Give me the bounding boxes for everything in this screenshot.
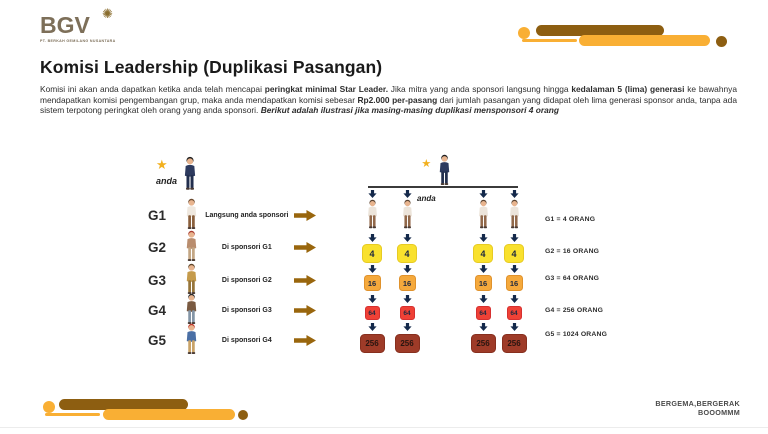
count-box-g4: 64 (365, 306, 380, 320)
count-box-g5: 256 (502, 334, 527, 353)
left-you-node (148, 156, 208, 196)
arrow-down-icon (479, 323, 488, 331)
tree-column-2 (395, 190, 419, 353)
brand-logo-subtext: PT. BERKAH GEMILANG NUSANTARA (40, 39, 116, 43)
count-box-g4: 64 (507, 306, 522, 320)
person-icon (507, 199, 522, 231)
arrow-down-icon (368, 190, 377, 198)
generation-desc: Di sponsori G2 (221, 276, 272, 284)
footer-slogan-line2: BOOOMMM (697, 408, 740, 417)
star-icon: ★ (156, 157, 168, 172)
count-box-g5: 256 (395, 334, 420, 353)
total-g1: G1 = 4 ORANG (545, 216, 596, 223)
brand-logo-text: BGV (40, 12, 90, 38)
generation-row-g2 (148, 229, 318, 265)
decoration-bar (579, 35, 710, 46)
count-box-g3: 16 (364, 275, 381, 291)
arrow-down-icon (510, 234, 519, 242)
starburst-icon: ✺ (102, 6, 113, 21)
count-box-g2: 4 (397, 244, 417, 263)
arrow-down-icon (479, 265, 488, 273)
you-label: anda (417, 194, 436, 203)
count-box-g2: 4 (362, 244, 382, 263)
arrow-down-icon (479, 190, 488, 198)
generation-row-g5 (148, 322, 318, 358)
page-title: Komisi Leadership (Duplikasi Pasangan) (40, 57, 383, 77)
generation-desc: Di sponsori G1 (221, 243, 272, 251)
person-icon (182, 156, 198, 193)
slide-bottom-edge (0, 427, 768, 428)
decoration-dot (716, 36, 727, 47)
arrow-down-icon (403, 295, 412, 303)
arrow-down-icon (403, 265, 412, 273)
tree-column-1 (360, 190, 384, 353)
count-box-g5: 256 (360, 334, 385, 353)
you-label: anda (156, 176, 178, 186)
person-icon (437, 154, 452, 188)
count-box-g3: 16 (399, 275, 416, 291)
generation-desc: Di sponsori G4 (221, 336, 272, 344)
person-icon (184, 323, 199, 357)
arrow-down-icon (368, 234, 377, 242)
count-box-g2: 4 (504, 244, 524, 263)
decoration-dot (238, 410, 248, 420)
arrow-down-icon (368, 295, 377, 303)
count-box-g3: 16 (506, 275, 523, 291)
arrow-down-icon (368, 323, 377, 331)
arrow-right-icon (294, 304, 316, 317)
generation-desc: Di sponsori G3 (221, 306, 272, 314)
decoration-dot (518, 27, 530, 39)
arrow-down-icon (479, 295, 488, 303)
arrow-down-icon (403, 234, 412, 242)
decoration-line (522, 39, 577, 42)
footer-slogan (655, 399, 740, 417)
generation-label: G5 (148, 332, 167, 348)
count-box-g2: 4 (473, 244, 493, 263)
person-icon (365, 199, 380, 231)
arrow-right-icon (294, 274, 316, 287)
total-g4: G4 = 256 ORANG (545, 307, 604, 314)
count-box-g4: 64 (400, 306, 415, 320)
person-icon (184, 230, 199, 264)
arrow-right-icon (294, 241, 316, 254)
generation-row-g1 (148, 197, 318, 233)
arrow-down-icon (510, 265, 519, 273)
arrow-right-icon (294, 334, 316, 347)
arrow-down-icon (510, 190, 519, 198)
arrow-down-icon (510, 323, 519, 331)
arrow-down-icon (368, 265, 377, 273)
decoration-bar (103, 409, 235, 420)
generation-desc: Langsung anda sponsori (205, 211, 289, 219)
count-box-g4: 64 (476, 306, 491, 320)
count-box-g5: 256 (471, 334, 496, 353)
star-icon: ★ (421, 158, 432, 170)
total-g5: G5 = 1024 ORANG (545, 331, 608, 338)
arrow-down-icon (510, 295, 519, 303)
generation-label: G2 (148, 239, 167, 255)
tree-you-node (408, 154, 468, 203)
arrow-right-icon (294, 209, 316, 222)
arrow-down-icon (479, 234, 488, 242)
intro-paragraph: Komisi ini akan anda dapatkan ketika anda telah mencapai peringkat minimal Star Leader. Jika mitra yang anda sponsori langsung hingga kedalaman 5 (lima) generasi ke bawahnya mendapatkan komisi pengembangan grup, maka anda mendapatkan komisi sebesar Rp2.000 per-pasang dari jumlah pasangan yang didapat oleh lima generasi sponsor anda, tanpa ada sistem terpotong peringkat oleh orang yang anda sponsori. Berikut adalah ilustrasi jika masing-masing duplikasi mensponsori 4 orang (40, 84, 738, 116)
person-icon (400, 199, 415, 231)
person-icon (184, 198, 199, 232)
total-g2: G2 = 16 ORANG (545, 248, 600, 255)
generation-label: G3 (148, 272, 167, 288)
tree-column-3 (471, 190, 495, 353)
generation-label: G1 (148, 207, 167, 223)
tree-column-4 (502, 190, 526, 353)
footer-slogan-line1: BERGEMA,BERGERAK (655, 399, 740, 408)
person-icon (476, 199, 491, 231)
generation-label: G4 (148, 302, 167, 318)
decoration-line (45, 413, 100, 416)
decoration-dot (43, 401, 55, 413)
tree-branch-line (368, 186, 518, 188)
total-g3: G3 = 64 ORANG (545, 275, 600, 282)
arrow-down-icon (403, 323, 412, 331)
arrow-down-icon (403, 190, 412, 198)
count-box-g3: 16 (475, 275, 492, 291)
brand-logo (40, 6, 160, 43)
